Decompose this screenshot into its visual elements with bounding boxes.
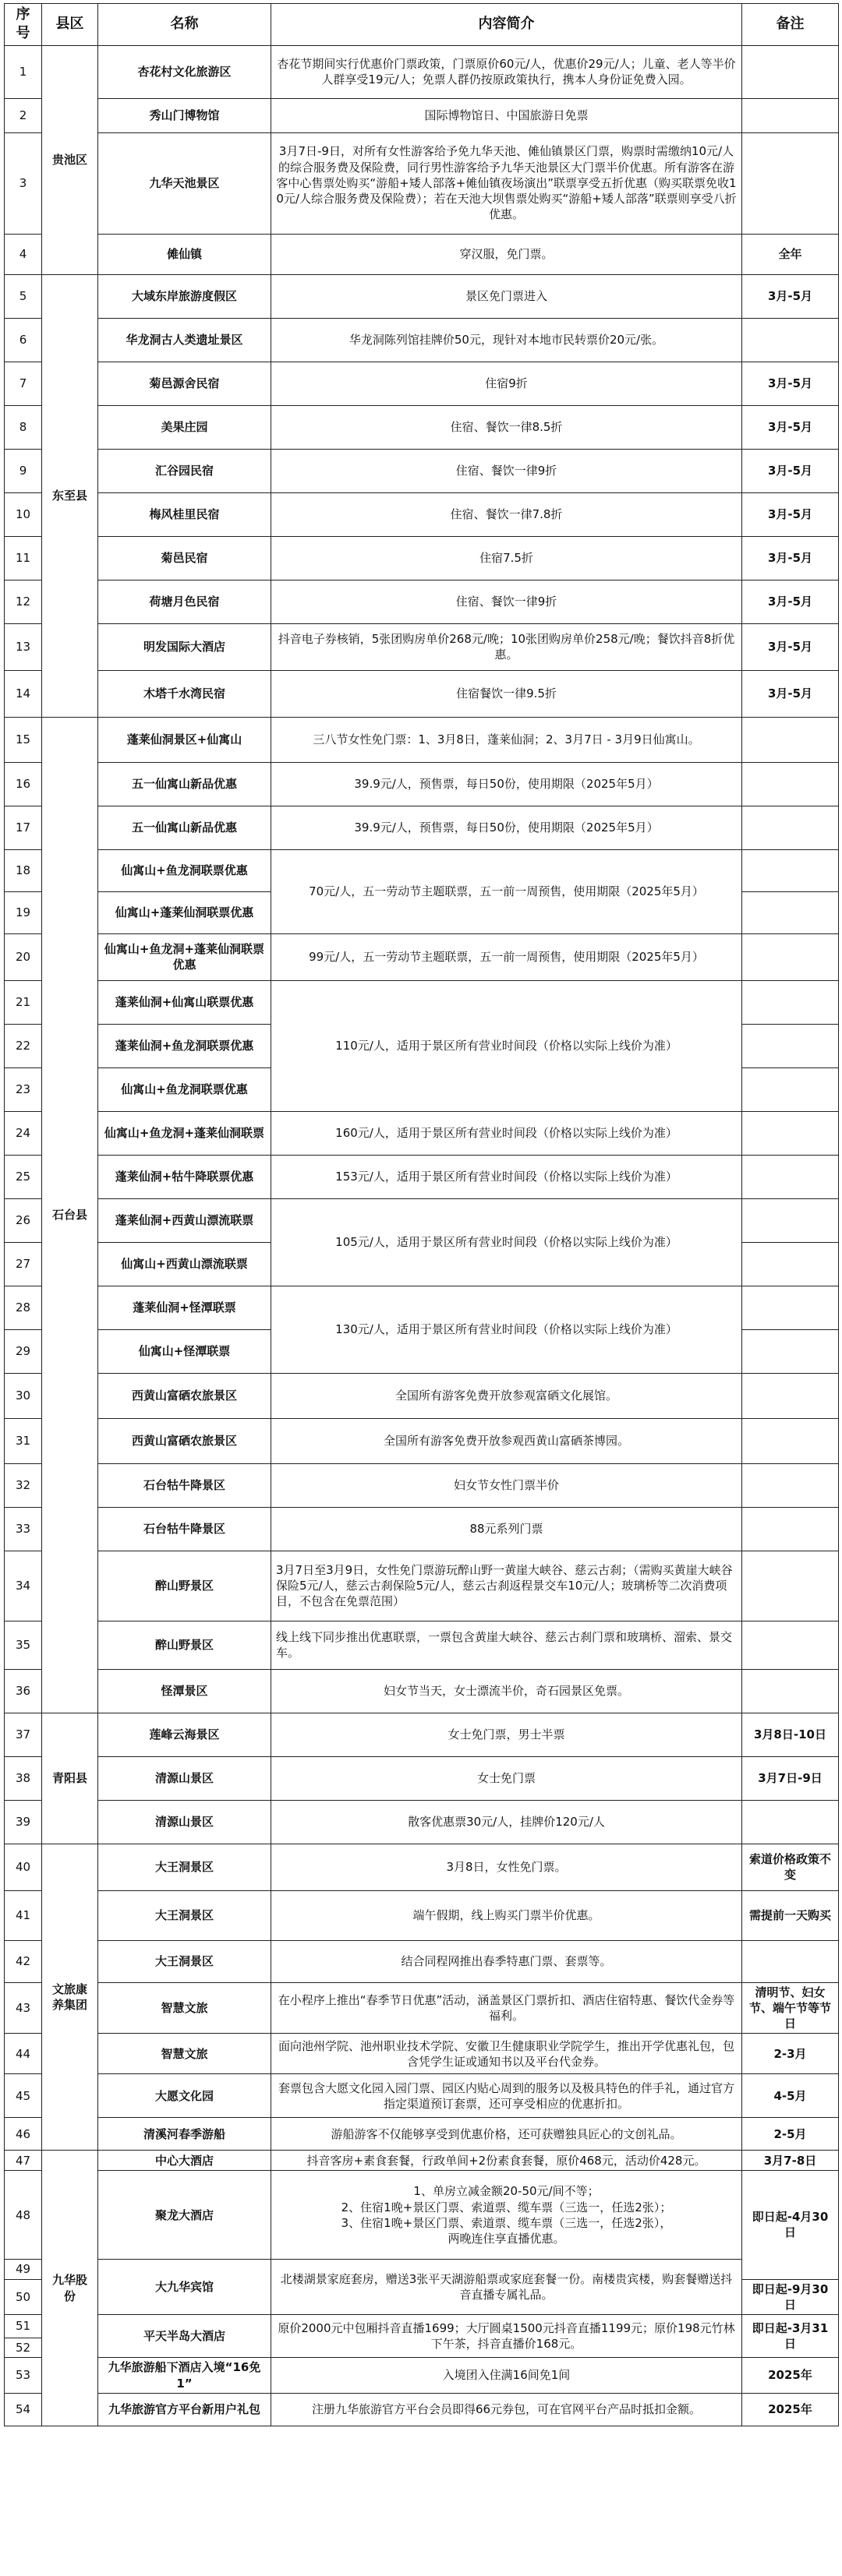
content-description: 面向池州学院、池州职业技术学院、安徽卫生健康职业学院学生，推出开学优惠礼包，包含凭学生证或通知书以及平台代金券。 [271,2034,742,2074]
note-cell: 清明节、妇女节、端午节等节日 [742,1982,839,2034]
attraction-name: 莲峰云海景区 [98,1713,271,1756]
attraction-name: 仙寓山+蓬莱仙洞联票优惠 [98,891,271,933]
attraction-name: 蓬莱仙洞+鱼龙洞联票优惠 [98,1024,271,1067]
note-cell: 3月-5月 [742,274,839,318]
attraction-name: 蓬莱仙洞+仙寓山联票优惠 [98,980,271,1024]
note-cell [742,1111,839,1155]
county-cell: 九华股份 [42,2151,98,2426]
attraction-name: 梅风桂里民宿 [98,492,271,536]
row-index: 20 [5,933,42,980]
note-cell: 即日起-4月30日 [742,2171,839,2279]
table-row [5,536,839,580]
content-description: 游船游客不仅能够享受到优惠价格，还可获赠独具匠心的文创礼品。 [271,2118,742,2151]
attraction-name: 五一仙寓山新品优惠 [98,762,271,806]
attraction-name: 仙寓山+鱼龙洞联票优惠 [98,849,271,891]
table-row [5,1111,839,1155]
table-row [5,1507,839,1551]
row-index: 3 [5,132,42,234]
content-description: 105元/人，适用于景区所有营业时间段（价格以实际上线价为准） [271,1198,742,1286]
row-index: 8 [5,405,42,449]
table-row [5,623,839,670]
attraction-name: 石台牯牛降景区 [98,1463,271,1507]
content-description: 女士免门票 [271,1756,742,1800]
row-index: 23 [5,1067,42,1111]
row-index: 44 [5,2034,42,2074]
note-cell: 需提前一天购买 [742,1890,839,1940]
note-cell: 2-3月 [742,2034,839,2074]
row-index: 30 [5,1373,42,1418]
content-description: 线上线下同步推出优惠联票，一票包含黄崖大峡谷、慈云古刹门票和玻璃桥、溜索、景交车。 [271,1621,742,1669]
note-cell [742,318,839,362]
row-index: 38 [5,1756,42,1800]
content-description: 景区免门票进入 [271,274,742,318]
table-row [5,132,839,234]
row-index: 27 [5,1242,42,1286]
table-row [5,1844,839,1890]
content-description: 全国所有游客免费开放参观富硒文化展馆。 [271,1373,742,1418]
table-row [5,492,839,536]
attraction-name: 仙寓山+西黄山漂流联票 [98,1242,271,1286]
table-row [5,318,839,362]
content-description: 70元/人，五一劳动节主题联票，五一前一周预售，使用期限（2025年5月） [271,849,742,933]
table-row [5,2315,839,2338]
table-row [5,2118,839,2151]
content-description: 套票包含大愿文化园入园门票、园区内贴心周到的服务以及极具特色的伴手礼，通过官方指定渠道预订套票，还可享受相应的优惠折扣。 [271,2074,742,2118]
attraction-name: 醉山野景区 [98,1621,271,1669]
attraction-name: 荷塘月色民宿 [98,580,271,623]
row-index: 24 [5,1111,42,1155]
table-row [5,234,839,274]
row-index: 4 [5,234,42,274]
content-description: 入境团入住满16间免1间 [271,2358,742,2394]
header-content: 内容简介 [271,4,742,46]
content-description: 在小程序上推出“春季节日优惠”活动，涵盖景区门票折扣、酒店住宿特惠、餐饮代金券等福利。 [271,1982,742,2034]
content-description: 穿汉服，免门票。 [271,234,742,274]
attraction-name: 中心大酒店 [98,2151,271,2171]
row-index: 31 [5,1418,42,1463]
attraction-name: 秀山门博物馆 [98,98,271,132]
row-index: 11 [5,536,42,580]
table-row [5,717,839,762]
note-cell [742,1551,839,1621]
attraction-name: 蓬莱仙洞景区+仙寓山 [98,717,271,762]
attraction-name: 杏花村文化旅游区 [98,45,271,98]
note-cell [742,98,839,132]
table-row [5,2260,839,2279]
note-cell: 3月8日-10日 [742,1713,839,1756]
row-index: 41 [5,1890,42,1940]
note-cell: 3月-5月 [742,362,839,405]
attraction-name: 木塔千水湾民宿 [98,670,271,717]
row-index: 12 [5,580,42,623]
attraction-name: 石台牯牛降景区 [98,1507,271,1551]
row-index: 42 [5,1940,42,1982]
row-index: 1 [5,45,42,98]
table-row [5,2171,839,2260]
attraction-name: 怪潭景区 [98,1669,271,1713]
row-index: 19 [5,891,42,933]
table-body [5,45,839,2426]
attraction-name: 清溪河春季游船 [98,2118,271,2151]
content-description: 3月8日，女性免门票。 [271,1844,742,1890]
note-cell [742,1198,839,1242]
attraction-name: 汇谷园民宿 [98,449,271,492]
attraction-name: 平天半岛大酒店 [98,2315,271,2358]
row-index: 52 [5,2338,42,2358]
note-cell [742,980,839,1024]
table-row [5,1621,839,1669]
attraction-name: 蓬莱仙洞+怪潭联票 [98,1286,271,1329]
content-description: 39.9元/人，预售票，每日50份，使用期限（2025年5月） [271,762,742,806]
table-row [5,362,839,405]
content-description: 88元系列门票 [271,1507,742,1551]
note-cell: 3月-5月 [742,492,839,536]
attraction-name: 醉山野景区 [98,1551,271,1621]
row-index: 18 [5,849,42,891]
content-description: 160元/人，适用于景区所有营业时间段（价格以实际上线价为准） [271,1111,742,1155]
attraction-name: 聚龙大酒店 [98,2171,271,2260]
content-description: 153元/人，适用于景区所有营业时间段（价格以实际上线价为准） [271,1155,742,1198]
content-description: 抖音客房+素食套餐，行政单间+2份素食套餐，原价468元，活动价428元。 [271,2151,742,2171]
note-cell [742,806,839,849]
content-description: 住宿、餐饮一律9折 [271,580,742,623]
row-index: 5 [5,274,42,318]
attraction-name: 智慧文旅 [98,2034,271,2074]
row-index: 43 [5,1982,42,2034]
note-cell: 3月7-8日 [742,2151,839,2171]
header-name: 名称 [98,4,271,46]
header-county: 县区 [42,4,98,46]
county-cell: 青阳县 [42,1713,98,1844]
attraction-name: 华龙洞古人类遗址景区 [98,318,271,362]
note-cell [742,849,839,891]
header-index: 序号 [5,4,42,46]
table-row [5,98,839,132]
content-description: 结合同程网推出春季特惠门票、套票等。 [271,1940,742,1982]
content-description: 39.9元/人，预售票，每日50份，使用期限（2025年5月） [271,806,742,849]
table-header-row [5,4,839,46]
row-index: 51 [5,2315,42,2338]
note-cell [742,762,839,806]
attraction-name: 五一仙寓山新品优惠 [98,806,271,849]
county-cell: 贵池区 [42,45,98,274]
county-cell: 东至县 [42,274,98,717]
table-row [5,45,839,98]
attraction-name: 蓬莱仙洞+牯牛降联票优惠 [98,1155,271,1198]
attraction-name: 大九华宾馆 [98,2260,271,2315]
note-cell: 2-5月 [742,2118,839,2151]
row-index: 45 [5,2074,42,2118]
table-row [5,762,839,806]
note-cell [742,1286,839,1329]
note-cell [742,891,839,933]
note-cell [742,1067,839,1111]
note-cell [742,1463,839,1507]
row-index: 32 [5,1463,42,1507]
note-cell: 即日起-3月31日 [742,2315,839,2358]
row-index: 9 [5,449,42,492]
table-row [5,274,839,318]
content-description: 注册九华旅游官方平台会员即得66元券包，可在官网平台产品时抵扣金额。 [271,2393,742,2426]
note-cell [742,1621,839,1669]
row-index: 35 [5,1621,42,1669]
note-cell [742,717,839,762]
table-row [5,849,839,891]
content-description: 三八节女性免门票：1、3月8日，蓬莱仙洞；2、3月7日 - 3月9日仙寓山。 [271,717,742,762]
attraction-name: 西黄山富硒农旅景区 [98,1373,271,1418]
attraction-name: 大王洞景区 [98,1890,271,1940]
attraction-name: 清源山景区 [98,1756,271,1800]
table-row [5,2393,839,2426]
table-row [5,1373,839,1418]
attraction-name: 九华旅游船下酒店入境“16免1” [98,2358,271,2394]
note-cell [742,1800,839,1844]
note-cell [742,1507,839,1551]
table-row [5,405,839,449]
row-index: 36 [5,1669,42,1713]
table-row [5,2074,839,2118]
content-description: 原价2000元中包厢抖音直播1699；大厅圆桌1500元抖音直播1199元；原价198元竹林下午茶，抖音直播价168元。 [271,2315,742,2358]
row-index: 47 [5,2151,42,2171]
note-cell [742,1155,839,1198]
content-description: 住宿、餐饮一律9折 [271,449,742,492]
note-cell [742,933,839,980]
note-cell: 3月7日-9日 [742,1756,839,1800]
note-cell [742,1418,839,1463]
note-cell: 索道价格政策不变 [742,1844,839,1890]
note-cell [742,1024,839,1067]
attraction-name: 傩仙镇 [98,234,271,274]
attraction-name: 菊邑源舍民宿 [98,362,271,405]
row-index: 14 [5,670,42,717]
note-cell: 全年 [742,234,839,274]
attraction-name: 仙寓山+鱼龙洞+蓬莱仙洞联票优惠 [98,933,271,980]
row-index: 46 [5,2118,42,2151]
row-index: 53 [5,2358,42,2394]
note-cell [742,1329,839,1373]
attraction-name: 仙寓山+怪潭联票 [98,1329,271,1373]
note-cell [742,1669,839,1713]
content-description: 住宿9折 [271,362,742,405]
content-description: 全国所有游客免费开放参观西黄山富硒茶博园。 [271,1418,742,1463]
note-cell: 3月-5月 [742,449,839,492]
content-description: 1、单房立减金额20-50元/间不等； 2、住宿1晚+景区门票、索道票、缆车票（三选一，任选2张）； 3、住宿1晚+景区门票、索道票、缆车票（三选一，任选2张）， 两晚连住享直播优惠。 [271,2171,742,2260]
table-row [5,1463,839,1507]
content-description: 3月7日至3月9日，女性免门票游玩醉山野一黄崖大峡谷、慈云古刹；（需购买黄崖大峡谷保险5元/人，慈云古刹保险5元/人，慈云古刹返程景交车10元/人；玻璃桥等二次消费项目，不包含在免票范围） [271,1551,742,1621]
note-cell [742,1940,839,1982]
note-cell: 即日起-9月30日 [742,2279,839,2315]
content-description: 国际博物馆日、中国旅游日免票 [271,98,742,132]
note-cell: 2025年 [742,2358,839,2394]
note-cell: 3月-5月 [742,580,839,623]
table-row [5,1890,839,1940]
row-index: 25 [5,1155,42,1198]
content-description: 住宿餐饮一律9.5折 [271,670,742,717]
content-description: 散客优惠票30元/人，挂牌价120元/人 [271,1800,742,1844]
table-row [5,1940,839,1982]
table-row [5,2034,839,2074]
row-index: 34 [5,1551,42,1621]
note-cell: 3月-5月 [742,623,839,670]
header-note: 备注 [742,4,839,46]
table-row [5,1551,839,1621]
content-description: 3月7日-9日，对所有女性游客给予免九华天池、傩仙镇景区门票，购票时需缴纳10元/人的综合服务费及保险费，同行男性游客给予九华天池景区大门票半价优惠。所有游客在游客中心售票处购买“游船+矮人部落+傩仙镇夜场演出”联票享受五折优惠（购买联票免收10元/人综合服务费及保险费）；若在天池大坝售票处购买“游船+矮人部落”联票则享受八折优惠。 [271,132,742,234]
attraction-name: 明发国际大酒店 [98,623,271,670]
note-cell: 3月-5月 [742,670,839,717]
attraction-name: 菊邑民宿 [98,536,271,580]
content-description: 住宿、餐饮一律8.5折 [271,405,742,449]
row-index: 17 [5,806,42,849]
content-description: 北楼湖景家庭套房，赠送3张平天湖游船票或家庭套餐一份。南楼贵宾楼，购套餐赠送抖音直播专属礼品。 [271,2260,742,2315]
county-cell: 文旅康养集团 [42,1844,98,2151]
attraction-name: 大王洞景区 [98,1844,271,1890]
content-description: 住宿7.5折 [271,536,742,580]
row-index: 13 [5,623,42,670]
table-row [5,1756,839,1800]
row-index: 10 [5,492,42,536]
table-row [5,980,839,1024]
content-description: 女士免门票，男士半票 [271,1713,742,1756]
content-description: 妇女节女性门票半价 [271,1463,742,1507]
table-row [5,1198,839,1242]
attraction-name: 九华旅游官方平台新用户礼包 [98,2393,271,2426]
table-row [5,1800,839,1844]
table-row [5,580,839,623]
row-index: 29 [5,1329,42,1373]
content-description: 抖音电子券核销，5张团购房单价268元/晚；10张团购房单价258元/晚；餐饮抖音8折优惠。 [271,623,742,670]
row-index: 33 [5,1507,42,1551]
note-cell [742,1242,839,1286]
content-description: 妇女节当天，女士漂流半价，奇石园景区免票。 [271,1669,742,1713]
table-row [5,933,839,980]
table-row [5,670,839,717]
attraction-name: 仙寓山+鱼龙洞联票优惠 [98,1067,271,1111]
attraction-name: 清源山景区 [98,1800,271,1844]
note-cell [742,1373,839,1418]
row-index: 2 [5,98,42,132]
row-index: 49 [5,2260,42,2279]
content-description: 端午假期，线上购买门票半价优惠。 [271,1890,742,1940]
content-description: 华龙洞陈列馆挂牌价50元，现针对本地市民转票价20元/张。 [271,318,742,362]
note-cell [742,132,839,234]
row-index: 21 [5,980,42,1024]
table-row [5,1418,839,1463]
row-index: 39 [5,1800,42,1844]
row-index: 48 [5,2171,42,2260]
row-index: 50 [5,2279,42,2315]
attraction-name: 大愿文化园 [98,2074,271,2118]
note-cell [742,45,839,98]
table-row [5,806,839,849]
row-index: 15 [5,717,42,762]
attraction-name: 仙寓山+鱼龙洞+蓬莱仙洞联票 [98,1111,271,1155]
content-description: 99元/人，五一劳动节主题联票，五一前一周预售，使用期限（2025年5月） [271,933,742,980]
content-description: 杏花节期间实行优惠价门票政策，门票原价60元/人，优惠价29元/人；儿童、老人等半价人群享受19元/人；免票人群仍按原政策执行，携本人身份证免费入园。 [271,45,742,98]
attraction-name: 美果庄园 [98,405,271,449]
table-row [5,1286,839,1329]
attraction-name: 蓬莱仙洞+西黄山漂流联票 [98,1198,271,1242]
table-row [5,1982,839,2034]
content-description: 130元/人，适用于景区所有营业时间段（价格以实际上线价为准） [271,1286,742,1373]
attraction-name: 西黄山富硒农旅景区 [98,1418,271,1463]
table-row [5,1713,839,1756]
table-row [5,2151,839,2171]
attraction-name: 大域东岸旅游度假区 [98,274,271,318]
row-index: 37 [5,1713,42,1756]
note-cell: 3月-5月 [742,405,839,449]
row-index: 22 [5,1024,42,1067]
note-cell: 2025年 [742,2393,839,2426]
note-cell: 3月-5月 [742,536,839,580]
table-row [5,2358,839,2394]
attraction-name: 智慧文旅 [98,1982,271,2034]
table-row [5,1155,839,1198]
row-index: 16 [5,762,42,806]
tourism-offers-table [4,3,839,2426]
row-index: 40 [5,1844,42,1890]
row-index: 6 [5,318,42,362]
row-index: 28 [5,1286,42,1329]
attraction-name: 九华天池景区 [98,132,271,234]
row-index: 7 [5,362,42,405]
note-cell: 4-5月 [742,2074,839,2118]
content-description: 住宿、餐饮一律7.8折 [271,492,742,536]
row-index: 54 [5,2393,42,2426]
table-row [5,449,839,492]
attraction-name: 大王洞景区 [98,1940,271,1982]
row-index: 26 [5,1198,42,1242]
table-row [5,1669,839,1713]
county-cell: 石台县 [42,717,98,1713]
content-description: 110元/人，适用于景区所有营业时间段（价格以实际上线价为准） [271,980,742,1111]
